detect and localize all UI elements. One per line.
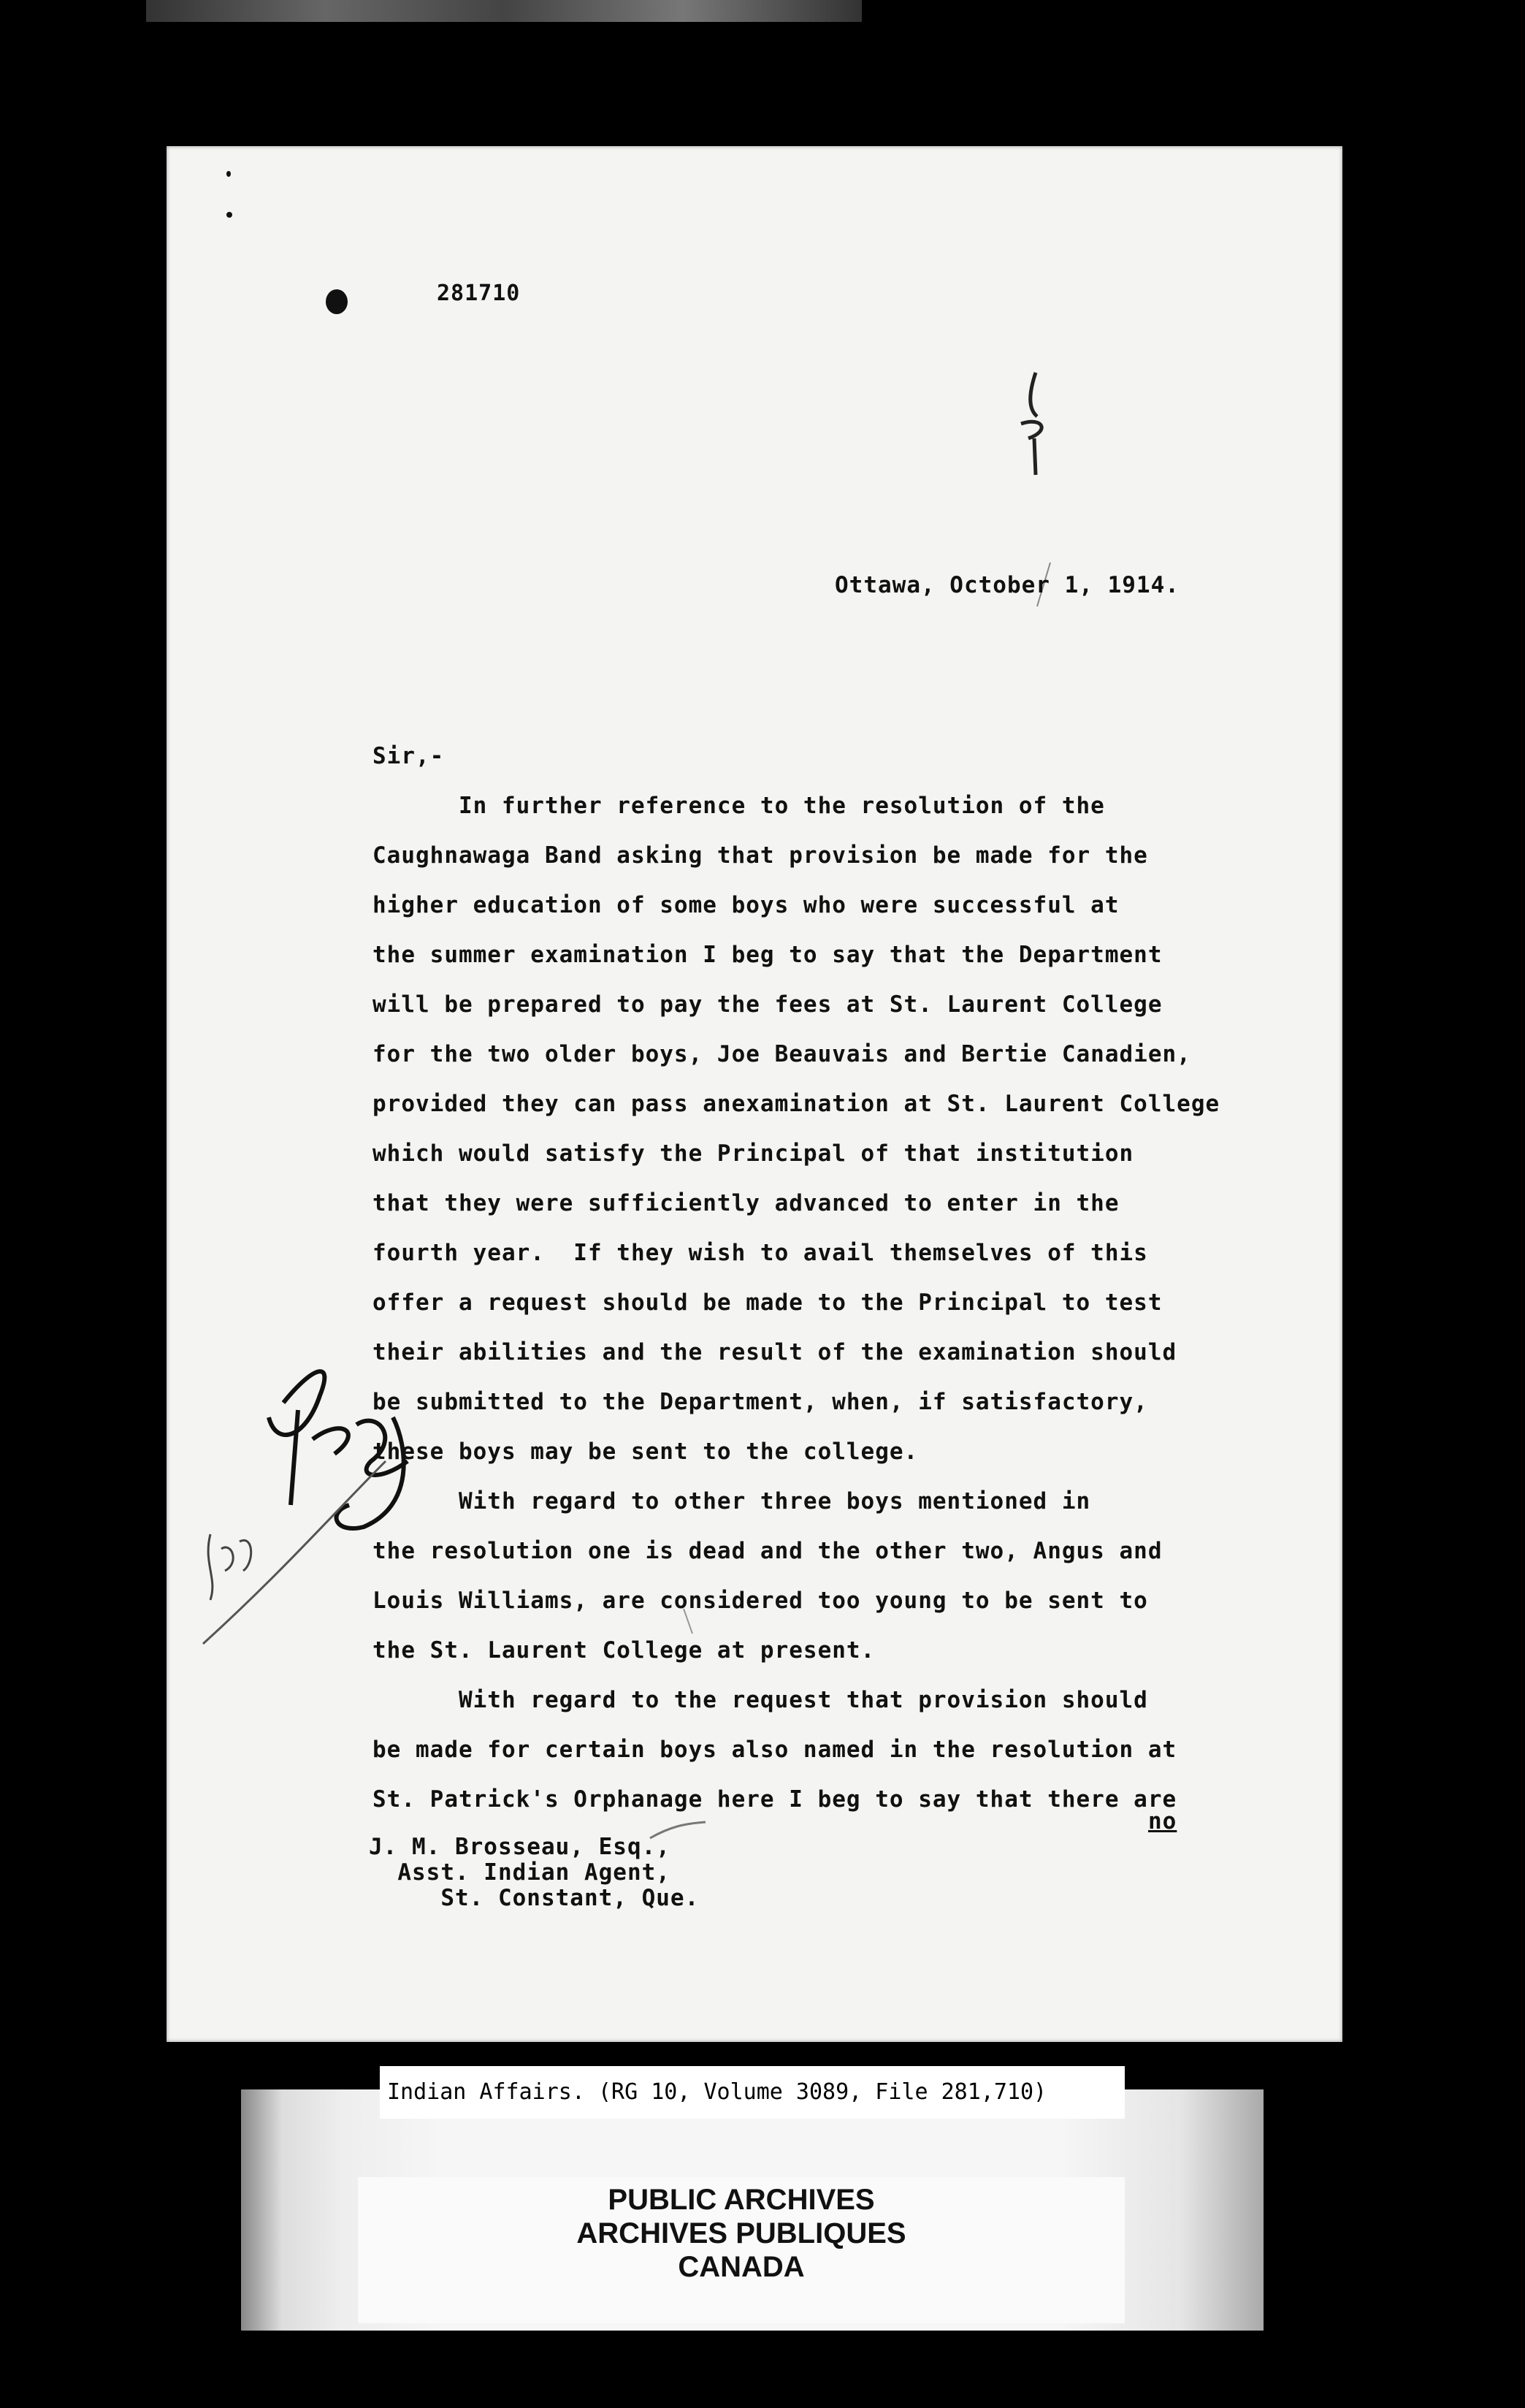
- catchword: no: [1148, 1808, 1177, 1834]
- archive-reference-label: Indian Affairs. (RG 10, Volume 3089, File 281,710): [380, 2066, 1125, 2119]
- margin-dot: [226, 171, 231, 177]
- body-line: Caughnawaga Band asking that provision be made for the: [372, 842, 1148, 869]
- addressee-line: Asst. Indian Agent,: [369, 1859, 670, 1886]
- body-line: In further reference to the resolution of the: [372, 793, 1105, 819]
- body-line: be submitted to the Department, when, if satisfactory,: [372, 1389, 1148, 1415]
- addressee-line: St. Constant, Que.: [369, 1885, 700, 1911]
- archive-stamp-line: ARCHIVES PUBLIQUES: [576, 2217, 906, 2249]
- archive-stamp-line: CANADA: [678, 2251, 805, 2283]
- punch-hole-mark: [326, 289, 348, 314]
- body-line: Louis Williams, are considered too young to be sent to: [372, 1588, 1148, 1614]
- margin-dot: [226, 212, 232, 218]
- body-line: their abilities and the result of the examination should: [372, 1339, 1177, 1365]
- archive-stamp-line: PUBLIC ARCHIVES: [608, 2184, 875, 2216]
- body-line: be made for certain boys also named in the resolution at: [372, 1737, 1177, 1763]
- addressee-line: J. M. Brosseau, Esq.,: [369, 1834, 670, 1860]
- body-line: that they were sufficiently advanced to enter in the: [372, 1190, 1120, 1216]
- film-header-strip: [146, 0, 862, 22]
- body-line: the summer examination I beg to say that the Department: [372, 942, 1163, 968]
- file-number: 281710: [437, 281, 521, 306]
- place-date: Ottawa, October 1, 1914.: [835, 572, 1180, 598]
- salutation: Sir,-: [372, 743, 445, 769]
- body-line: With regard to other three boys mentioned in: [372, 1488, 1091, 1514]
- body-line: offer a request should be made to the Principal to test: [372, 1289, 1163, 1316]
- body-line: higher education of some boys who were successful at: [372, 892, 1120, 918]
- body-line: With regard to the request that provision should: [372, 1687, 1148, 1713]
- body-line: the St. Laurent College at present.: [372, 1637, 876, 1664]
- body-line: provided they can pass anexamination at St. Laurent College: [372, 1091, 1220, 1117]
- body-line: which would satisfy the Principal of that institution: [372, 1140, 1134, 1167]
- body-line: St. Patrick's Orphanage here I beg to say that there are: [372, 1786, 1177, 1813]
- body-line: will be prepared to pay the fees at St. Laurent College: [372, 991, 1163, 1018]
- body-line: for the two older boys, Joe Beauvais and Bertie Canadien,: [372, 1041, 1191, 1067]
- body-line: fourth year. If they wish to avail themselves of this: [372, 1240, 1148, 1266]
- handwritten-initials: [1006, 365, 1065, 482]
- body-line: the resolution one is dead and the other two, Angus and: [372, 1538, 1163, 1564]
- body-line: these boys may be sent to the college.: [372, 1439, 919, 1465]
